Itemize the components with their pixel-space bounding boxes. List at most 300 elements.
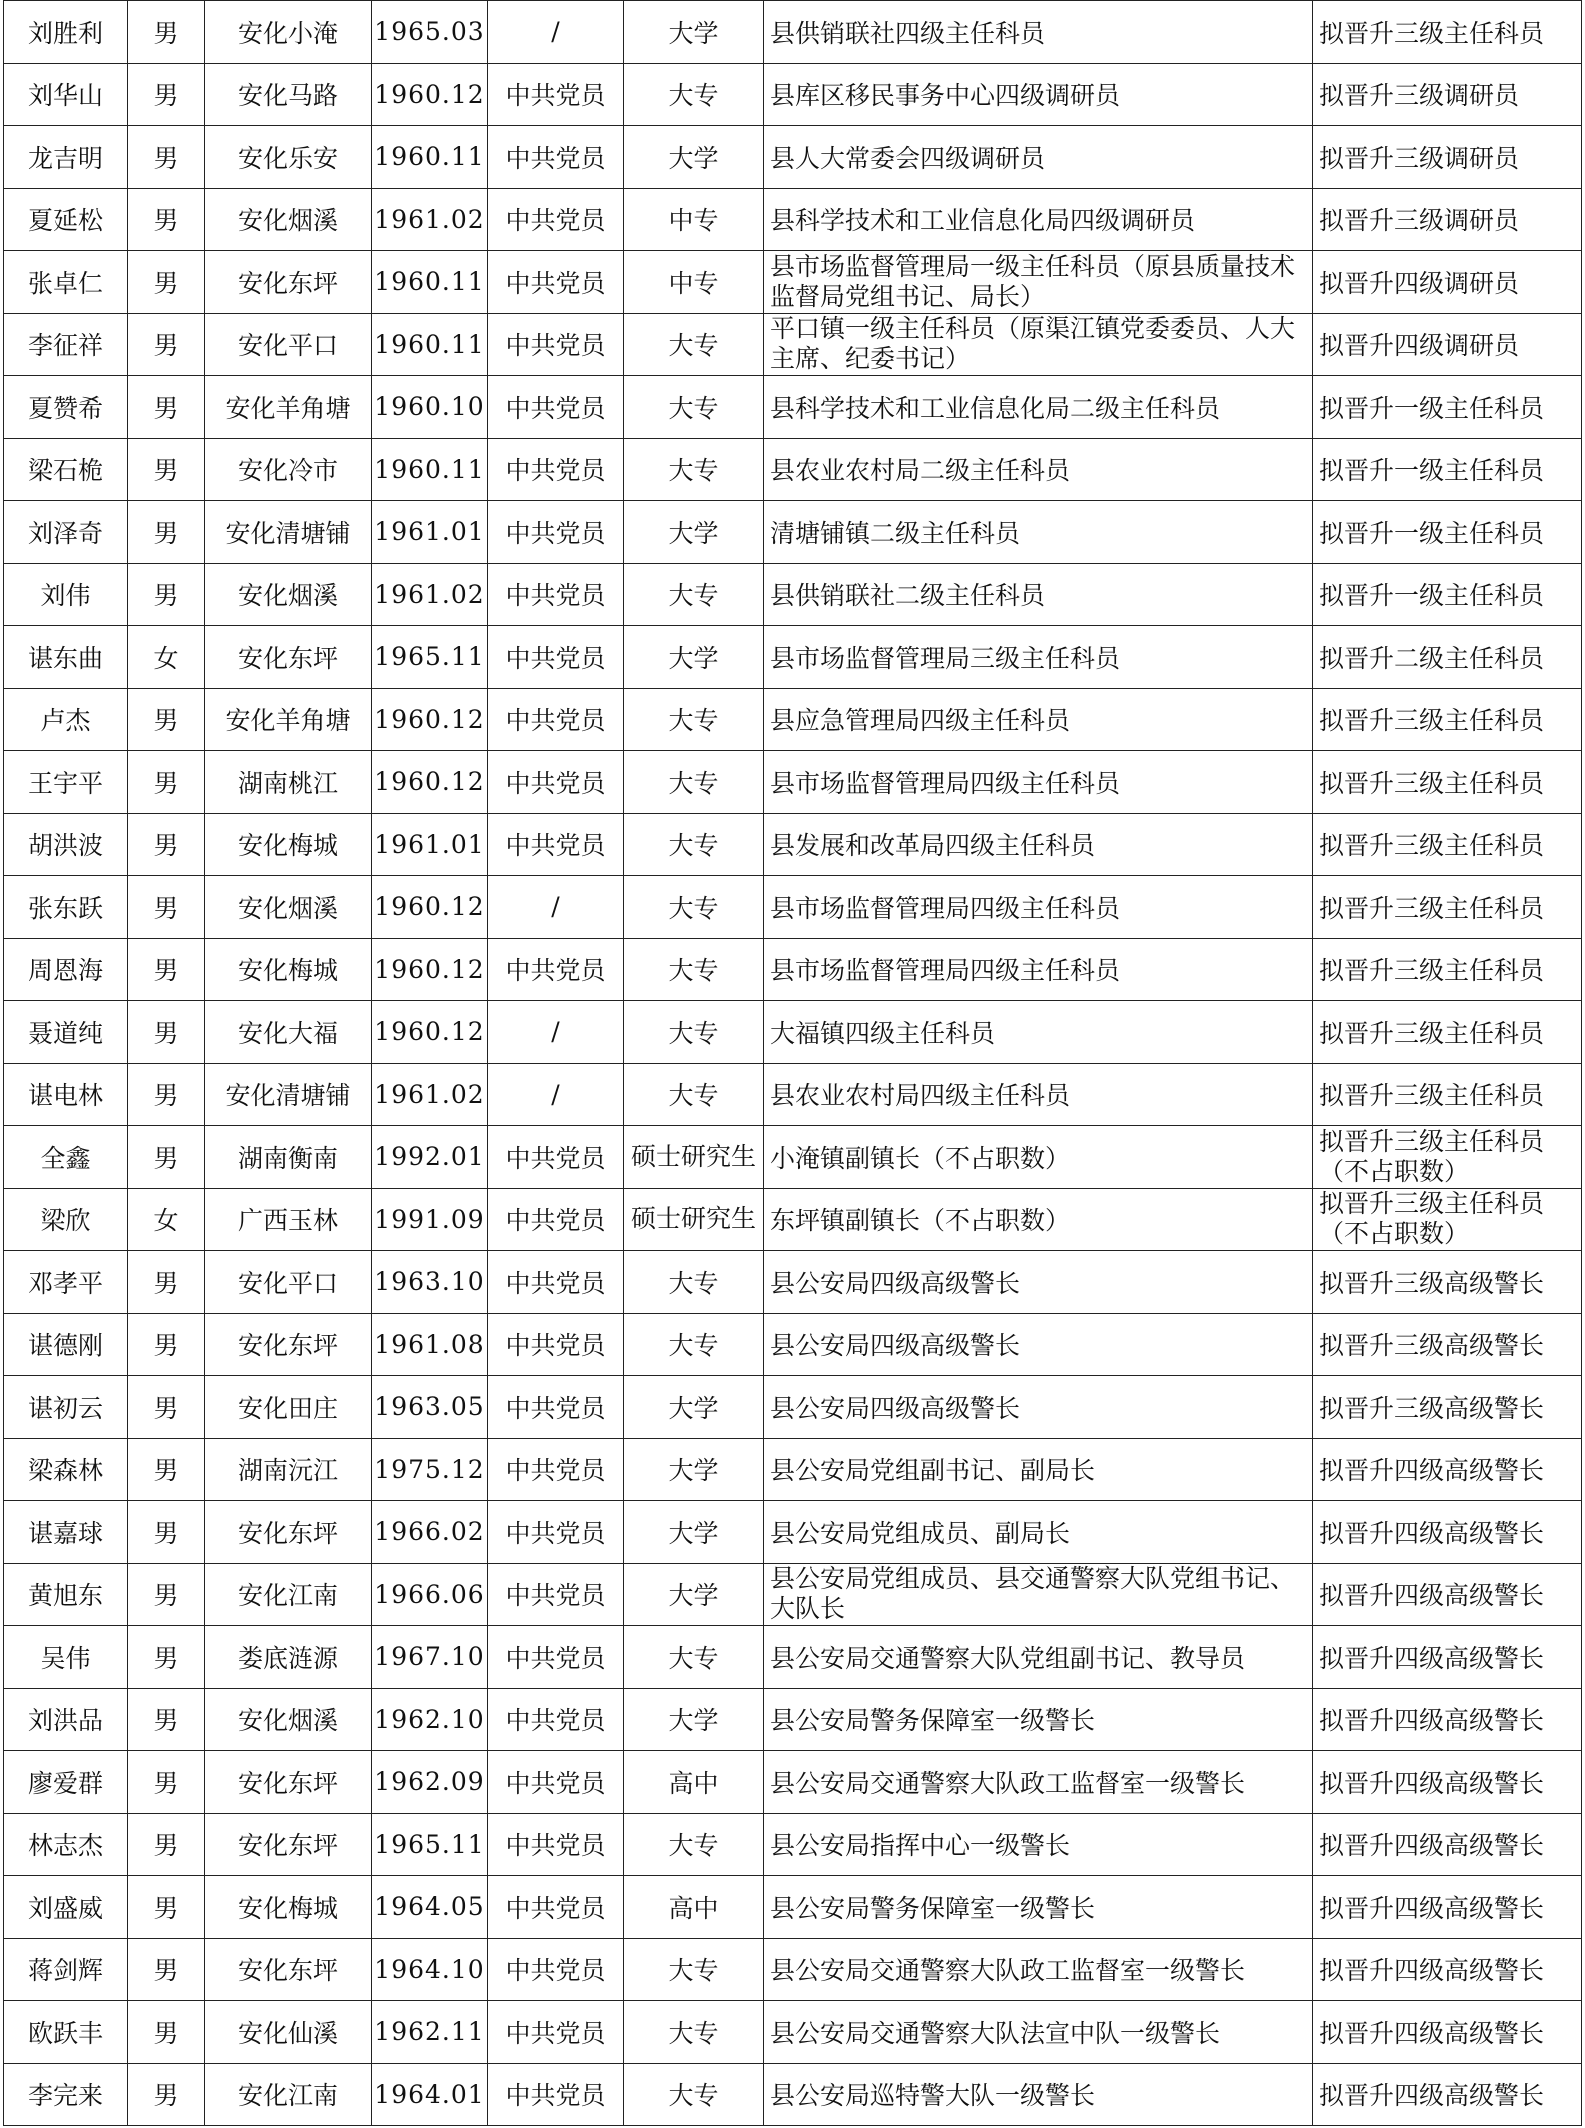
gender-cell: 男 [128, 1, 205, 64]
proposed-promotion-cell: 拟晋升三级主任科员 [1313, 1, 1582, 64]
gender-cell: 男 [128, 438, 205, 501]
gender-cell: 男 [128, 1813, 205, 1876]
party-cell: 中共党员 [488, 501, 624, 564]
party-cell: 中共党员 [488, 63, 624, 126]
origin-cell: 安化羊角塘 [205, 688, 372, 751]
origin-cell: 安化烟溪 [205, 876, 372, 939]
birth-date-cell: 1964.10 [372, 1938, 488, 2001]
table-row [4, 1876, 1582, 1939]
proposed-promotion-cell: 拟晋升三级主任科员 [1313, 688, 1582, 751]
education-cell: 大专 [624, 1626, 764, 1689]
party-cell: 中共党员 [488, 813, 624, 876]
table-row [4, 1751, 1582, 1814]
birth-date-cell: 1966.06 [372, 1563, 488, 1626]
current-position-cell: 清塘铺镇二级主任科员 [764, 501, 1313, 564]
party-cell: 中共党员 [488, 188, 624, 251]
proposed-promotion-cell: 拟晋升四级高级警长 [1313, 1563, 1582, 1626]
table-row [4, 63, 1582, 126]
name-cell: 刘泽奇 [4, 501, 128, 564]
party-cell: 中共党员 [488, 438, 624, 501]
gender-cell: 男 [128, 1001, 205, 1064]
education-cell: 大专 [624, 938, 764, 1001]
education-cell: 大学 [624, 1376, 764, 1439]
birth-date-cell: 1960.11 [372, 313, 488, 376]
name-cell: 王宇平 [4, 751, 128, 814]
gender-cell: 男 [128, 1501, 205, 1564]
education-cell: 大专 [624, 563, 764, 626]
gender-cell: 男 [128, 1126, 205, 1189]
table-row [4, 563, 1582, 626]
birth-date-cell: 1960.11 [372, 126, 488, 189]
proposed-promotion-cell: 拟晋升四级高级警长 [1313, 1438, 1582, 1501]
name-cell: 欧跃丰 [4, 2001, 128, 2064]
birth-date-cell: 1961.02 [372, 563, 488, 626]
origin-cell: 安化东坪 [205, 1313, 372, 1376]
table-row [4, 1626, 1582, 1689]
gender-cell: 男 [128, 501, 205, 564]
party-cell: 中共党员 [488, 2001, 624, 2064]
origin-cell: 安化东坪 [205, 251, 372, 314]
education-cell-text: 硕士研究生 [630, 1205, 756, 1234]
origin-cell: 安化小淹 [205, 1, 372, 64]
table-row [4, 1501, 1582, 1564]
name-cell: 谌初云 [4, 1376, 128, 1439]
name-cell: 夏延松 [4, 188, 128, 251]
current-position-cell [764, 1563, 1313, 1626]
education-cell: 大专 [624, 813, 764, 876]
education-cell: 大学 [624, 1688, 764, 1751]
table-row [4, 626, 1582, 689]
party-cell: 中共党员 [488, 1751, 624, 1814]
proposed-promotion-cell [1313, 1126, 1582, 1189]
current-position-cell: 县供销联社二级主任科员 [764, 563, 1313, 626]
proposed-promotion-cell: 拟晋升四级高级警长 [1313, 1938, 1582, 2001]
education-cell-text: 硕士研究生 [630, 1142, 756, 1171]
party-cell: / [488, 876, 624, 939]
gender-cell: 男 [128, 1876, 205, 1939]
table-row [4, 188, 1582, 251]
current-position-cell: 县市场监督管理局四级主任科员 [764, 751, 1313, 814]
gender-cell: 男 [128, 2001, 205, 2064]
gender-cell: 男 [128, 876, 205, 939]
birth-date-cell: 1960.12 [372, 876, 488, 939]
name-cell: 邓孝平 [4, 1251, 128, 1314]
birth-date-cell: 1991.09 [372, 1188, 488, 1251]
birth-date-cell: 1961.01 [372, 501, 488, 564]
proposed-promotion-cell: 拟晋升三级调研员 [1313, 63, 1582, 126]
origin-cell: 安化清塘铺 [205, 1063, 372, 1126]
gender-cell: 男 [128, 563, 205, 626]
table-row [4, 376, 1582, 439]
education-cell: 大专 [624, 1313, 764, 1376]
education-cell: 大专 [624, 2001, 764, 2064]
origin-cell: 安化马路 [205, 63, 372, 126]
gender-cell: 男 [128, 1063, 205, 1126]
current-position-cell: 县市场监督管理局四级主任科员 [764, 876, 1313, 939]
birth-date-cell: 1960.11 [372, 251, 488, 314]
proposed-promotion-cell: 拟晋升四级高级警长 [1313, 1751, 1582, 1814]
origin-cell: 安化江南 [205, 2063, 372, 2126]
party-cell: 中共党员 [488, 1188, 624, 1251]
name-cell: 周恩海 [4, 938, 128, 1001]
current-position-cell: 县公安局交通警察大队党组副书记、教导员 [764, 1626, 1313, 1689]
birth-date-cell: 1960.12 [372, 751, 488, 814]
table-row [4, 2001, 1582, 2064]
origin-cell: 娄底涟源 [205, 1626, 372, 1689]
table-row [4, 501, 1582, 564]
birth-date-cell: 1962.11 [372, 2001, 488, 2064]
gender-cell: 男 [128, 251, 205, 314]
table-row [4, 1938, 1582, 2001]
origin-cell: 安化东坪 [205, 1938, 372, 2001]
current-position-cell: 县发展和改革局四级主任科员 [764, 813, 1313, 876]
table-row [4, 126, 1582, 189]
gender-cell: 男 [128, 813, 205, 876]
name-cell: 全鑫 [4, 1126, 128, 1189]
current-position-cell: 县科学技术和工业信息化局四级调研员 [764, 188, 1313, 251]
education-cell: 大专 [624, 1001, 764, 1064]
current-position-cell: 大福镇四级主任科员 [764, 1001, 1313, 1064]
education-cell [624, 1188, 764, 1251]
education-cell: 大专 [624, 376, 764, 439]
education-cell: 大学 [624, 626, 764, 689]
proposed-promotion-cell: 拟晋升一级主任科员 [1313, 438, 1582, 501]
education-cell: 大专 [624, 63, 764, 126]
proposed-promotion-cell: 拟晋升四级高级警长 [1313, 1688, 1582, 1751]
current-position-cell-text: 县公安局党组成员、县交通警察大队党组书记、大队长 [770, 1564, 1296, 1624]
party-cell: 中共党员 [488, 1813, 624, 1876]
current-position-cell: 县人大常委会四级调研员 [764, 126, 1313, 189]
birth-date-cell: 1965.11 [372, 626, 488, 689]
table-row [4, 313, 1582, 376]
gender-cell: 男 [128, 63, 205, 126]
birth-date-cell: 1975.12 [372, 1438, 488, 1501]
gender-cell: 男 [128, 188, 205, 251]
origin-cell: 安化平口 [205, 1251, 372, 1314]
table-row [4, 876, 1582, 939]
origin-cell: 安化田庄 [205, 1376, 372, 1439]
origin-cell: 安化烟溪 [205, 563, 372, 626]
proposed-promotion-cell: 拟晋升三级主任科员 [1313, 813, 1582, 876]
party-cell: 中共党员 [488, 1563, 624, 1626]
current-position-cell: 县公安局党组副书记、副局长 [764, 1438, 1313, 1501]
party-cell: / [488, 1001, 624, 1064]
current-position-cell: 县公安局四级高级警长 [764, 1251, 1313, 1314]
name-cell: 黄旭东 [4, 1563, 128, 1626]
origin-cell: 安化烟溪 [205, 1688, 372, 1751]
current-position-cell: 东坪镇副镇长（不占职数） [764, 1188, 1313, 1251]
proposed-promotion-cell [1313, 1188, 1582, 1251]
name-cell: 谌德刚 [4, 1313, 128, 1376]
gender-cell: 男 [128, 1251, 205, 1314]
gender-cell: 男 [128, 751, 205, 814]
birth-date-cell: 1962.09 [372, 1751, 488, 1814]
current-position-cell: 县公安局交通警察大队法宣中队一级警长 [764, 2001, 1313, 2064]
education-cell: 大学 [624, 1, 764, 64]
birth-date-cell: 1960.12 [372, 688, 488, 751]
name-cell: 刘伟 [4, 563, 128, 626]
name-cell: 谌电林 [4, 1063, 128, 1126]
current-position-cell: 县库区移民事务中心四级调研员 [764, 63, 1313, 126]
current-position-cell: 县公安局四级高级警长 [764, 1313, 1313, 1376]
table-row [4, 1563, 1582, 1626]
birth-date-cell: 1967.10 [372, 1626, 488, 1689]
origin-cell: 湖南衡南 [205, 1126, 372, 1189]
education-cell: 大专 [624, 751, 764, 814]
current-position-cell: 县供销联社四级主任科员 [764, 1, 1313, 64]
gender-cell: 男 [128, 938, 205, 1001]
origin-cell: 安化仙溪 [205, 2001, 372, 2064]
promotion-table [3, 0, 1582, 2126]
proposed-promotion-cell: 拟晋升三级主任科员 [1313, 1001, 1582, 1064]
birth-date-cell: 1960.12 [372, 1001, 488, 1064]
table-row [4, 1438, 1582, 1501]
gender-cell: 男 [128, 376, 205, 439]
proposed-promotion-cell: 拟晋升二级主任科员 [1313, 626, 1582, 689]
education-cell: 大专 [624, 313, 764, 376]
origin-cell: 湖南桃江 [205, 751, 372, 814]
birth-date-cell: 1961.08 [372, 1313, 488, 1376]
table-row [4, 1376, 1582, 1439]
party-cell: / [488, 1063, 624, 1126]
table-row [4, 1126, 1582, 1189]
table-row [4, 1813, 1582, 1876]
table-row [4, 1251, 1582, 1314]
proposed-promotion-cell-text: 拟晋升三级主任科员（不占职数） [1319, 1189, 1545, 1249]
origin-cell: 安化东坪 [205, 1501, 372, 1564]
party-cell: 中共党员 [488, 563, 624, 626]
name-cell: 张卓仁 [4, 251, 128, 314]
proposed-promotion-cell: 拟晋升三级调研员 [1313, 126, 1582, 189]
birth-date-cell: 1962.10 [372, 1688, 488, 1751]
birth-date-cell: 1965.11 [372, 1813, 488, 1876]
current-position-cell: 县农业农村局二级主任科员 [764, 438, 1313, 501]
name-cell: 蒋剑辉 [4, 1938, 128, 2001]
party-cell: 中共党员 [488, 1438, 624, 1501]
party-cell: 中共党员 [488, 2063, 624, 2126]
proposed-promotion-cell: 拟晋升四级调研员 [1313, 251, 1582, 314]
education-cell: 大专 [624, 1813, 764, 1876]
name-cell: 林志杰 [4, 1813, 128, 1876]
gender-cell: 男 [128, 126, 205, 189]
birth-date-cell: 1960.10 [372, 376, 488, 439]
gender-cell: 女 [128, 626, 205, 689]
proposed-promotion-cell-text: 拟晋升三级主任科员（不占职数） [1319, 1126, 1545, 1186]
education-cell: 大学 [624, 1563, 764, 1626]
birth-date-cell: 1963.10 [372, 1251, 488, 1314]
party-cell: 中共党员 [488, 1688, 624, 1751]
proposed-promotion-cell: 拟晋升三级高级警长 [1313, 1376, 1582, 1439]
name-cell: 张东跃 [4, 876, 128, 939]
proposed-promotion-cell: 拟晋升四级高级警长 [1313, 2063, 1582, 2126]
origin-cell: 安化东坪 [205, 626, 372, 689]
proposed-promotion-cell: 拟晋升四级高级警长 [1313, 1626, 1582, 1689]
table-body [4, 1, 1582, 2126]
table-row [4, 1063, 1582, 1126]
name-cell: 刘盛威 [4, 1876, 128, 1939]
gender-cell: 男 [128, 1438, 205, 1501]
gender-cell: 男 [128, 2063, 205, 2126]
education-cell: 大专 [624, 876, 764, 939]
origin-cell: 安化平口 [205, 313, 372, 376]
party-cell: 中共党员 [488, 1501, 624, 1564]
current-position-cell: 县公安局巡特警大队一级警长 [764, 2063, 1313, 2126]
current-position-cell: 县市场监督管理局三级主任科员 [764, 626, 1313, 689]
origin-cell: 安化清塘铺 [205, 501, 372, 564]
origin-cell: 安化江南 [205, 1563, 372, 1626]
education-cell: 大专 [624, 2063, 764, 2126]
current-position-cell: 县市场监督管理局四级主任科员 [764, 938, 1313, 1001]
birth-date-cell: 1964.05 [372, 1876, 488, 1939]
party-cell: 中共党员 [488, 1251, 624, 1314]
name-cell: 梁森林 [4, 1438, 128, 1501]
current-position-cell: 小淹镇副镇长（不占职数） [764, 1126, 1313, 1189]
origin-cell: 广西玉林 [205, 1188, 372, 1251]
origin-cell: 安化梅城 [205, 1876, 372, 1939]
education-cell [624, 1126, 764, 1189]
origin-cell: 安化大福 [205, 1001, 372, 1064]
party-cell: 中共党员 [488, 251, 624, 314]
proposed-promotion-cell: 拟晋升三级主任科员 [1313, 1063, 1582, 1126]
gender-cell: 男 [128, 1938, 205, 2001]
party-cell: 中共党员 [488, 1313, 624, 1376]
birth-date-cell: 1964.01 [372, 2063, 488, 2126]
name-cell: 李征祥 [4, 313, 128, 376]
party-cell: 中共党员 [488, 1876, 624, 1939]
party-cell: / [488, 1, 624, 64]
proposed-promotion-cell: 拟晋升四级高级警长 [1313, 2001, 1582, 2064]
name-cell: 胡洪波 [4, 813, 128, 876]
table-row [4, 938, 1582, 1001]
gender-cell: 女 [128, 1188, 205, 1251]
table-row [4, 751, 1582, 814]
birth-date-cell: 1960.12 [372, 938, 488, 1001]
current-position-cell: 县公安局警务保障室一级警长 [764, 1876, 1313, 1939]
education-cell: 大学 [624, 1438, 764, 1501]
current-position-cell: 县公安局警务保障室一级警长 [764, 1688, 1313, 1751]
current-position-cell: 县公安局交通警察大队政工监督室一级警长 [764, 1938, 1313, 2001]
current-position-cell: 县公安局党组成员、副局长 [764, 1501, 1313, 1564]
birth-date-cell: 1963.05 [372, 1376, 488, 1439]
name-cell: 聂道纯 [4, 1001, 128, 1064]
education-cell: 大专 [624, 1063, 764, 1126]
proposed-promotion-cell: 拟晋升一级主任科员 [1313, 563, 1582, 626]
birth-date-cell: 1961.02 [372, 1063, 488, 1126]
proposed-promotion-cell: 拟晋升四级高级警长 [1313, 1501, 1582, 1564]
party-cell: 中共党员 [488, 626, 624, 689]
proposed-promotion-cell: 拟晋升三级高级警长 [1313, 1313, 1582, 1376]
party-cell: 中共党员 [488, 313, 624, 376]
education-cell: 大专 [624, 688, 764, 751]
education-cell: 大专 [624, 1938, 764, 2001]
party-cell: 中共党员 [488, 126, 624, 189]
education-cell: 大学 [624, 501, 764, 564]
origin-cell: 安化烟溪 [205, 188, 372, 251]
education-cell: 大专 [624, 1251, 764, 1314]
gender-cell: 男 [128, 1376, 205, 1439]
party-cell: 中共党员 [488, 938, 624, 1001]
proposed-promotion-cell: 拟晋升三级主任科员 [1313, 751, 1582, 814]
origin-cell: 安化乐安 [205, 126, 372, 189]
gender-cell: 男 [128, 1313, 205, 1376]
table-row [4, 813, 1582, 876]
current-position-cell: 县公安局指挥中心一级警长 [764, 1813, 1313, 1876]
gender-cell: 男 [128, 313, 205, 376]
name-cell: 刘胜利 [4, 1, 128, 64]
birth-date-cell: 1961.01 [372, 813, 488, 876]
party-cell: 中共党员 [488, 688, 624, 751]
gender-cell: 男 [128, 1688, 205, 1751]
table-row [4, 251, 1582, 314]
current-position-cell: 县农业农村局四级主任科员 [764, 1063, 1313, 1126]
table-row [4, 1001, 1582, 1064]
gender-cell: 男 [128, 688, 205, 751]
party-cell: 中共党员 [488, 1626, 624, 1689]
proposed-promotion-cell: 拟晋升一级主任科员 [1313, 376, 1582, 439]
proposed-promotion-cell: 拟晋升四级高级警长 [1313, 1876, 1582, 1939]
education-cell: 中专 [624, 251, 764, 314]
proposed-promotion-cell: 拟晋升三级主任科员 [1313, 876, 1582, 939]
birth-date-cell: 1960.12 [372, 63, 488, 126]
education-cell: 大学 [624, 126, 764, 189]
education-cell: 大专 [624, 438, 764, 501]
name-cell: 夏赞希 [4, 376, 128, 439]
current-position-cell-text: 平口镇一级主任科员（原渠江镇党委委员、人大主席、纪委书记） [770, 314, 1296, 374]
name-cell: 刘华山 [4, 63, 128, 126]
name-cell: 卢杰 [4, 688, 128, 751]
origin-cell: 安化梅城 [205, 813, 372, 876]
birth-date-cell: 1966.02 [372, 1501, 488, 1564]
table-row [4, 1188, 1582, 1251]
birth-date-cell: 1960.11 [372, 438, 488, 501]
proposed-promotion-cell: 拟晋升一级主任科员 [1313, 501, 1582, 564]
proposed-promotion-cell: 拟晋升三级主任科员 [1313, 938, 1582, 1001]
current-position-cell: 县科学技术和工业信息化局二级主任科员 [764, 376, 1313, 439]
name-cell: 龙吉明 [4, 126, 128, 189]
current-position-cell [764, 313, 1313, 376]
party-cell: 中共党员 [488, 1938, 624, 2001]
birth-date-cell: 1961.02 [372, 188, 488, 251]
table-row [4, 1, 1582, 64]
table-row [4, 688, 1582, 751]
party-cell: 中共党员 [488, 1376, 624, 1439]
origin-cell: 安化梅城 [205, 938, 372, 1001]
party-cell: 中共党员 [488, 1126, 624, 1189]
name-cell: 梁欣 [4, 1188, 128, 1251]
table-row [4, 1313, 1582, 1376]
party-cell: 中共党员 [488, 751, 624, 814]
name-cell: 廖爱群 [4, 1751, 128, 1814]
name-cell: 梁石桅 [4, 438, 128, 501]
table-row [4, 1688, 1582, 1751]
current-position-cell: 县公安局交通警察大队政工监督室一级警长 [764, 1751, 1313, 1814]
proposed-promotion-cell: 拟晋升四级高级警长 [1313, 1813, 1582, 1876]
education-cell: 中专 [624, 188, 764, 251]
origin-cell: 安化冷市 [205, 438, 372, 501]
origin-cell: 安化羊角塘 [205, 376, 372, 439]
education-cell: 高中 [624, 1876, 764, 1939]
name-cell: 谌嘉球 [4, 1501, 128, 1564]
proposed-promotion-cell: 拟晋升三级高级警长 [1313, 1251, 1582, 1314]
education-cell: 大学 [624, 1501, 764, 1564]
origin-cell: 安化东坪 [205, 1751, 372, 1814]
table-row [4, 438, 1582, 501]
proposed-promotion-cell: 拟晋升三级调研员 [1313, 188, 1582, 251]
birth-date-cell: 1965.03 [372, 1, 488, 64]
table-row [4, 2063, 1582, 2126]
origin-cell: 湖南沅江 [205, 1438, 372, 1501]
birth-date-cell: 1992.01 [372, 1126, 488, 1189]
